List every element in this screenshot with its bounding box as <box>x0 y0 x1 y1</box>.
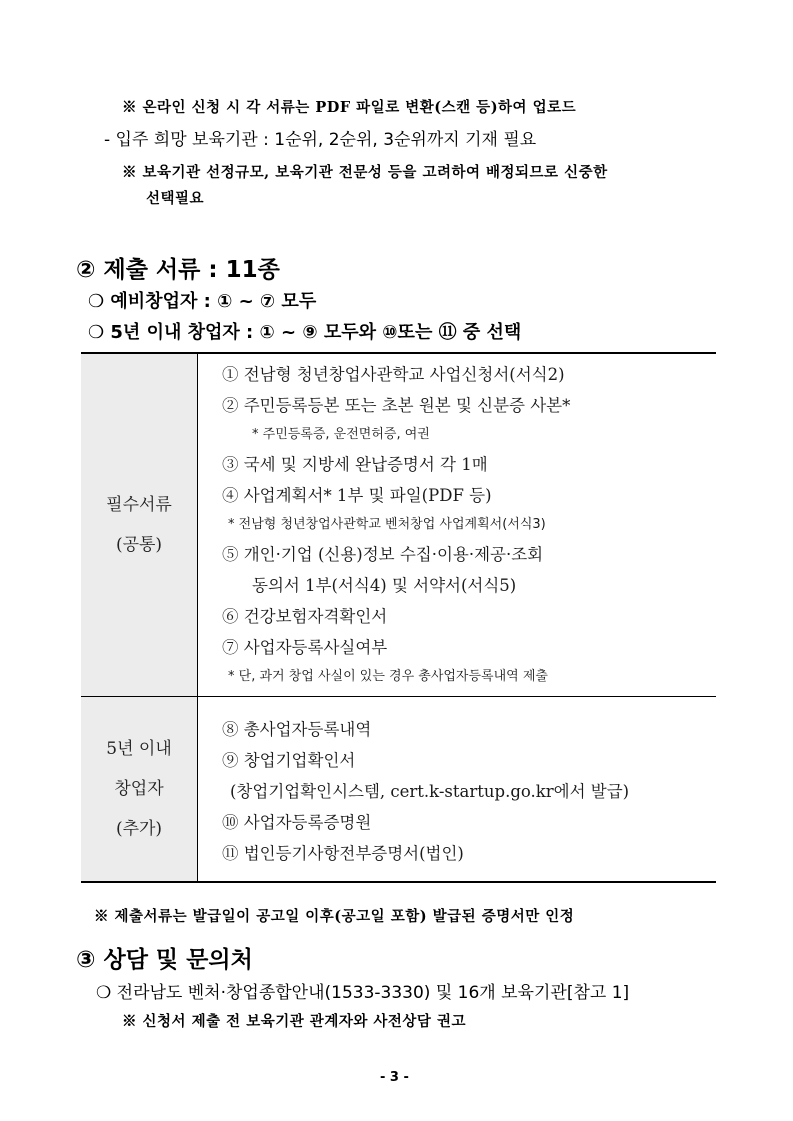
list-item: ⑨ 창업기업확인서 <box>222 751 356 770</box>
list-item-continuation: 동의서 1부(서식4) 및 서약서(서식5) <box>252 576 517 595</box>
section-3-title: ③ 상담 및 문의처 <box>76 947 253 973</box>
pdf-upload-note: ※ 온라인 신청 시 각 서류는 PDF 파일로 변환(스캔 등)하여 업로드 <box>122 99 577 116</box>
preferred-institution-bullet: - 입주 희망 보육기관 : 1순위, 2순위, 3순위까지 기재 필요 <box>104 130 537 150</box>
additional-items <box>198 697 717 883</box>
list-item: ⑩ 사업자등록증명원 <box>222 813 372 832</box>
section-2-title: ② 제출 서류 : 11종 <box>76 257 280 283</box>
list-item: ④ 사업계획서* 1부 및 파일(PDF 등) <box>222 486 492 505</box>
certificate-date-note: ※ 제출서류는 발급일이 공고일 이후(공고일 포함) 발급된 증명서만 인정 <box>94 908 575 925</box>
list-item: ⑦ 사업자등록사실여부 <box>222 638 388 657</box>
within-5-years-line: ❍ 5년 이내 창업자 : ① ~ ⑨ 모두와 ⑩또는 ⑪ 중 선택 <box>88 322 522 343</box>
pre-consultation-note: ※ 신청서 제출 전 보육기관 관계자와 사전상담 권고 <box>122 1013 466 1030</box>
contact-line: ❍ 전라남도 벤처·창업종합안내(1533-3330) 및 16개 보육기관[참고 1] <box>96 983 630 1003</box>
list-item: ⑧ 총사업자등록내역 <box>222 720 372 739</box>
list-item-note: * 단, 과거 창업 사실이 있는 경우 총사업자등록내역 제출 <box>228 669 548 684</box>
documents-table <box>81 352 716 883</box>
list-item-note: * 주민등록증, 운전면허증, 여권 <box>252 427 430 442</box>
list-item: ⑤ 개인·기업 (신용)정보 수집·이용·제공·조회 <box>222 545 544 564</box>
category-required: 필수서류 (공통) <box>81 353 198 697</box>
selection-note-line1: ※ 보육기관 선정규모, 보육기관 전문성 등을 고려하여 배정되므로 신중한 <box>122 164 608 181</box>
list-item: ③ 국세 및 지방세 완납증명서 각 1매 <box>222 455 488 474</box>
selection-note-line2: 선택필요 <box>146 190 205 207</box>
table-row-required <box>81 353 716 697</box>
list-item: ① 전남형 청년창업사관학교 사업신청서(서식2) <box>222 365 565 384</box>
list-item: ⑪ 법인등기사항전부증명서(법인) <box>222 844 464 863</box>
list-item: ② 주민등록등본 또는 초본 원본 및 신분증 사본* <box>222 396 571 415</box>
list-item-note: * 전남형 청년창업사관학교 벤처창업 사업계획서(서식3) <box>228 517 546 532</box>
list-item: ⑥ 건강보험자격확인서 <box>222 607 388 626</box>
pre-founder-line: ❍ 예비창업자 : ① ~ ⑦ 모두 <box>88 291 317 312</box>
category-additional: 5년 이내 창업자 (추가) <box>81 697 198 883</box>
required-items <box>198 353 717 697</box>
table-row-additional <box>81 697 716 883</box>
list-item-continuation: (창업기업확인시스템, cert.k-startup.go.kr에서 발급) <box>230 782 630 801</box>
page-number: - 3 - <box>380 1070 409 1085</box>
